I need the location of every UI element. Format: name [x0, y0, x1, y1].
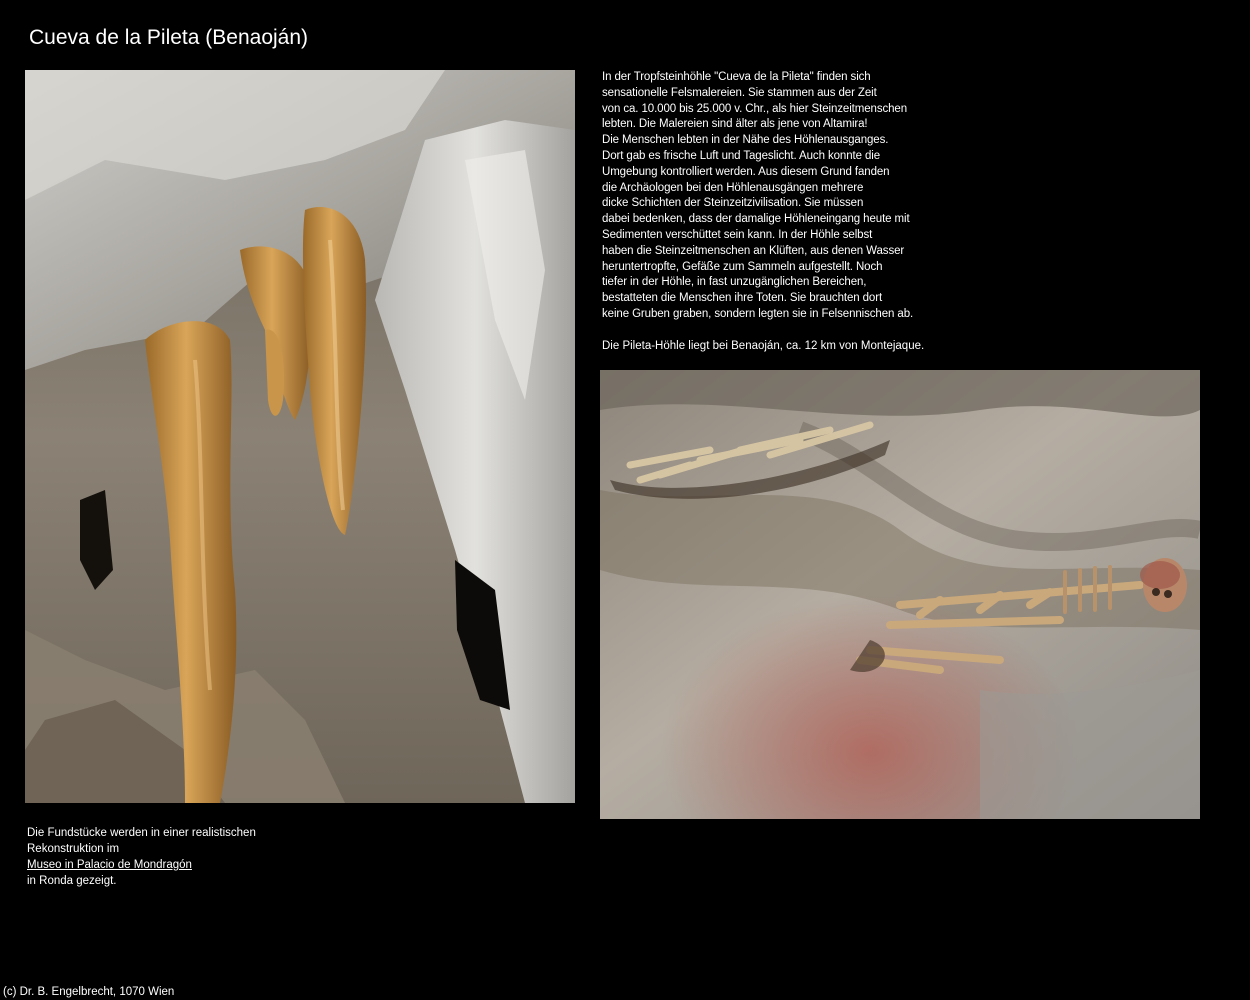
caption-line: Die Fundstücke werden in einer realistischen: [27, 827, 256, 839]
stalactite-cave-photo: [25, 70, 575, 803]
intro-line: von ca. 10.000 bis 25.000 v. Chr., als hier Steinzeitmenschen: [602, 102, 908, 115]
intro-text: [602, 70, 942, 323]
intro-line: die Archäologen bei den Höhlenausgängen mehrere: [602, 181, 864, 194]
intro-line: sensationelle Felsmalereien. Sie stammen aus der Zeit: [602, 86, 877, 99]
intro-line: tiefer in der Höhle, in fast unzugänglichen Bereichen,: [602, 276, 867, 289]
intro-line: Die Menschen lebten in der Nähe des Höhlenausganges.: [602, 134, 889, 147]
copyright-notice: (c) Dr. B. Engelbrecht, 1070 Wien: [3, 986, 175, 998]
caption-line: in Ronda gezeigt.: [27, 875, 117, 887]
intro-line: In der Tropfsteinhöhle "Cueva de la Pileta" finden sich: [602, 71, 871, 83]
intro-line: lebten. Die Malereien sind älter als jene von Altamira!: [602, 118, 868, 131]
intro-line: Umgebung kontrolliert werden. Aus diesem Grund fanden: [602, 165, 890, 178]
intro-line: keine Gruben graben, sondern legten sie in Felsennischen ab.: [602, 307, 914, 320]
intro-line: heruntertropfte, Gefäße zum Sammeln aufgestellt. Noch: [602, 260, 883, 273]
location-note: Die Pileta-Höhle liegt bei Benaoján, ca. 12 km von Montejaque.: [602, 340, 925, 352]
intro-line: Sedimenten verschüttet sein kann. In der Höhle selbst: [602, 228, 873, 241]
museum-link[interactable]: Museo in Palacio de Mondragón: [27, 859, 192, 871]
intro-line: dicke Schichten der Steinzeitzivilisation. Sie müssen: [602, 197, 864, 210]
intro-line: Dort gab es frische Luft und Tageslicht. Auch konnte die: [602, 149, 881, 162]
photo-caption: [27, 825, 256, 889]
burial-reconstruction-photo: [600, 370, 1200, 819]
page-title: Cueva de la Pileta (Benaoján): [29, 26, 309, 49]
caption-line: Rekonstruktion im: [27, 843, 120, 855]
intro-line: haben die Steinzeitmenschen an Klüften, aus denen Wasser: [602, 244, 905, 257]
intro-line: dabei bedenken, dass der damalige Höhleneingang heute mit: [602, 213, 910, 226]
intro-line: bestatteten die Menschen ihre Toten. Sie brauchten dort: [602, 292, 883, 305]
